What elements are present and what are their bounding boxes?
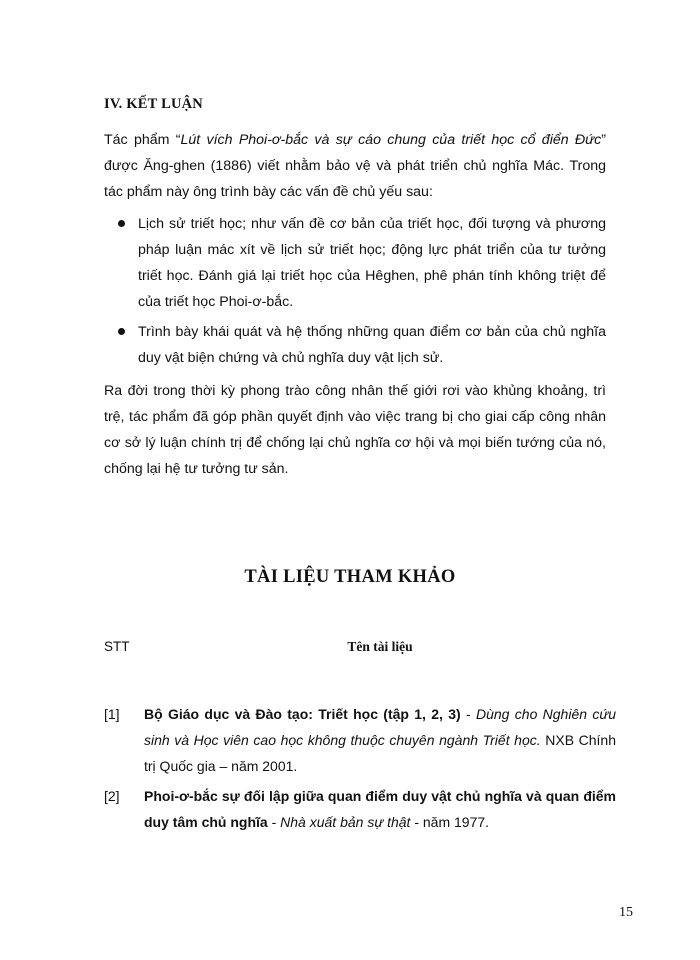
reference-item [104, 701, 616, 779]
reference-separator: - [267, 814, 281, 830]
column-header-title: Tên tài liệu [347, 639, 413, 654]
bullet-icon [118, 220, 125, 227]
reference-item [104, 783, 616, 835]
bullet-item [104, 211, 606, 315]
bullet-text: Lịch sử triết học; như vấn đề cơ bản của triết học, đối tượng và phương pháp luận mác xít về lịch sử triết học; động lực phát triển của tư tưởng triết học. Đánh giá lại triết học của Hêghen, phê phán tính không triệt để của triết học Phoi-ơ-bắc. [138, 216, 606, 310]
conclusion-paragraph: Ra đời trong thời kỳ phong trào công nhân thế giới rơi vào khủng khoảng, trì trệ, tác phẩm đã góp phần quyết định vào việc trang bị cho giai cấp công nhân cơ sở lý luận chính trị để chống lại chủ nghĩa cơ hội và mọi biến tướng của nó, chống lại hệ tư tưởng tư sản. [104, 383, 606, 477]
reference-publisher: - năm 1977. [410, 814, 490, 830]
intro-suffix: ” được Ăng-ghen (1886) viết nhằm bảo vệ và phát triển chủ nghĩa Mác. Trong tác phẩm này ông trình bày các vấn đề chủ yếu sau: [104, 132, 606, 200]
reference-bold-title: Bộ Giáo dục và Đào tạo: Triết học (tập 1, 2, 3) [144, 706, 461, 722]
reference-number: [1] [104, 706, 120, 722]
reference-body [144, 701, 616, 779]
bullet-text: Trình bày khái quát và hệ thống những quan điểm cơ bản của chủ nghĩa duy vật biện chứng và chủ nghĩa duy vật lịch sử. [138, 324, 606, 366]
reference-italic: Dùng cho Nghiên cứu sinh và Học viên cao học không thuộc chuyên ngành Triết học. [144, 706, 616, 748]
reference-number: [2] [104, 788, 120, 804]
section-heading: IV. KẾT LUẬN [104, 96, 203, 112]
bullet-icon [118, 328, 125, 335]
reference-separator: - [460, 706, 476, 722]
intro-paragraph [104, 127, 606, 205]
bullet-item [104, 319, 606, 371]
bullet-list-1 [104, 211, 606, 315]
page-number: 15 [619, 905, 633, 920]
reference-body [144, 783, 616, 835]
intro-work-title: Lút vích Phoi-ơ-bắc và sự cáo chung của triết học cổ điển Đức [180, 132, 602, 148]
references-title: TÀI LIỆU THAM KHẢO [244, 567, 456, 587]
reference-publisher: NXB Chính trị Quốc gia – năm 2001. [144, 732, 616, 774]
reference-bold-title: Phoi-ơ-bắc sự đối lập giữa quan điểm duy vật chủ nghĩa và quan điểm duy tâm chủ nghĩa [144, 788, 616, 830]
column-header-stt: STT [104, 639, 130, 654]
reference-italic: Nhà xuất bản sự thật [280, 814, 411, 830]
bullet-list-2 [104, 319, 606, 371]
intro-prefix: Tác phẩm “ [104, 132, 181, 148]
